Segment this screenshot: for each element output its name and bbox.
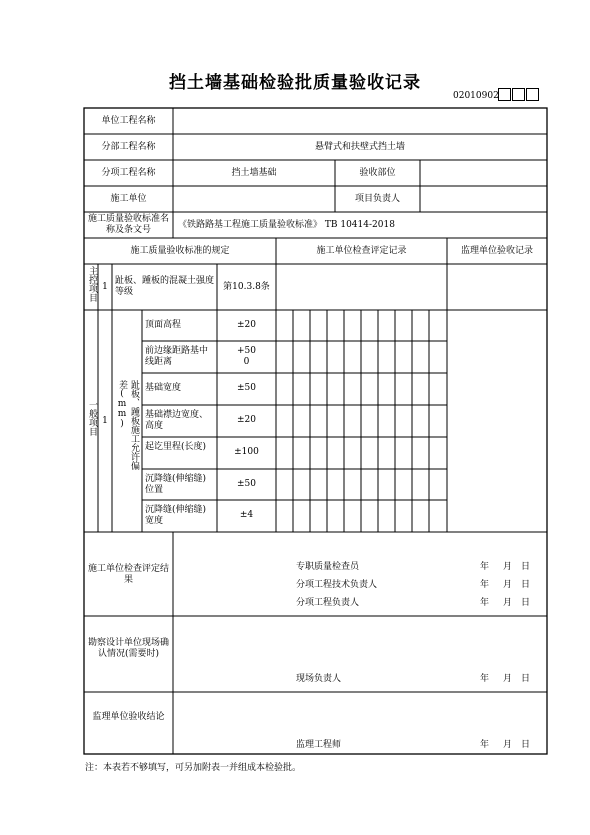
date-month-label: 月	[503, 740, 513, 750]
general-item-name: 起讫里程(长度)	[145, 442, 207, 452]
general-item-supervisor[interactable]	[450, 508, 545, 530]
main-item-clause: 第10.3.8条	[223, 282, 270, 292]
date-month-label: 月	[503, 598, 513, 608]
date-month-label: 月	[503, 562, 513, 572]
general-item-tolerance: ±50	[237, 383, 256, 393]
date-month-label: 月	[503, 580, 513, 590]
general-item-name: 基础襟边宽度、高度	[145, 410, 209, 431]
col-supervisor-record: 监理单位验收记录	[460, 246, 533, 256]
general-item-supervisor[interactable]	[450, 349, 545, 371]
contractor-result-label: 施工单位检查评定结果	[87, 564, 169, 585]
general-item-no: 1	[102, 416, 108, 426]
supervisor-engineer: 监理工程师	[296, 740, 342, 750]
division-field[interactable]: 悬臂式和扶壁式挡土墙	[314, 142, 405, 152]
date-year-label: 年	[480, 562, 490, 572]
page-title: 挡土墙基础检验批质量验收记录	[169, 73, 421, 93]
main-item-name: 趾板、踵板的混凝土强度等级	[115, 276, 215, 297]
col-spec: 施工质量验收标准的规定	[130, 246, 230, 256]
form-code: 02010902	[453, 91, 499, 101]
general-item-name: 前边缘距路基中线距离	[145, 346, 209, 367]
supervisor-conclusion-label: 监理单位验收结论	[92, 712, 165, 722]
acceptance-part-label: 验收部位	[359, 168, 396, 178]
col-contractor-record: 施工单位检查评定记录	[316, 246, 407, 256]
general-item-name: 沉降缝(伸缩缝)位置	[145, 474, 207, 495]
general-item-name: 顶面高程	[145, 320, 182, 330]
general-item-tolerance: +50 0	[237, 346, 256, 367]
general-subgroup: 趾板、踵板施工允许偏差(mm)	[117, 380, 139, 470]
general-item-tolerance: ±20	[237, 320, 256, 330]
general-item-tolerance: ±4	[239, 510, 254, 520]
general-item-supervisor[interactable]	[450, 445, 545, 467]
tech-leader: 分项工程技术负责人	[296, 580, 378, 590]
general-item-name: 基础宽度	[145, 383, 182, 393]
general-item-tolerance: ±100	[234, 447, 259, 457]
date-day-label: 日	[521, 580, 531, 590]
general-item-supervisor[interactable]	[450, 477, 545, 498]
subitem-field[interactable]: 挡土墙基础	[231, 168, 277, 178]
date-year-label: 年	[480, 674, 490, 684]
general-item-supervisor[interactable]	[450, 318, 545, 339]
contractor-label: 施工单位	[110, 194, 147, 204]
general-item-tolerance: ±20	[237, 415, 256, 425]
general-item-name: 沉降缝(伸缩缝)宽度	[145, 505, 207, 526]
division-label: 分部工程名称	[101, 142, 156, 152]
qc-inspector: 专职质量检查员	[296, 562, 360, 572]
main-item-no: 1	[102, 282, 108, 292]
date-year-label: 年	[480, 580, 490, 590]
general-item-supervisor[interactable]	[450, 381, 545, 403]
date-day-label: 日	[521, 674, 531, 684]
standard-field[interactable]: 《铁路路基工程施工质量验收标准》 TB 10414-2018	[178, 220, 395, 230]
site-leader: 现场负责人	[296, 674, 342, 684]
project-leader-label: 项目负责人	[354, 194, 400, 204]
design-confirm-label: 勘察设计单位现场确认情况(需要时)	[88, 638, 170, 659]
general-item-tolerance: ±50	[237, 479, 256, 489]
date-year-label: 年	[480, 740, 490, 750]
main-items-group: 主控项目	[87, 266, 97, 302]
standard-label: 施工质量验收标准名称及条文号	[87, 214, 169, 235]
general-item-supervisor[interactable]	[450, 413, 545, 435]
date-day-label: 日	[521, 740, 531, 750]
general-items-group: 一般项目	[87, 400, 97, 436]
date-year-label: 年	[480, 598, 490, 608]
date-day-label: 日	[521, 598, 531, 608]
unit-project-label: 单位工程名称	[101, 116, 156, 126]
subitem-leader: 分项工程负责人	[296, 598, 360, 608]
date-day-label: 日	[521, 562, 531, 572]
date-month-label: 月	[503, 674, 513, 684]
subitem-label: 分项工程名称	[101, 168, 156, 178]
footnote: 注：本表若不够填写，可另加附表一并组成本检验批。	[85, 763, 302, 773]
